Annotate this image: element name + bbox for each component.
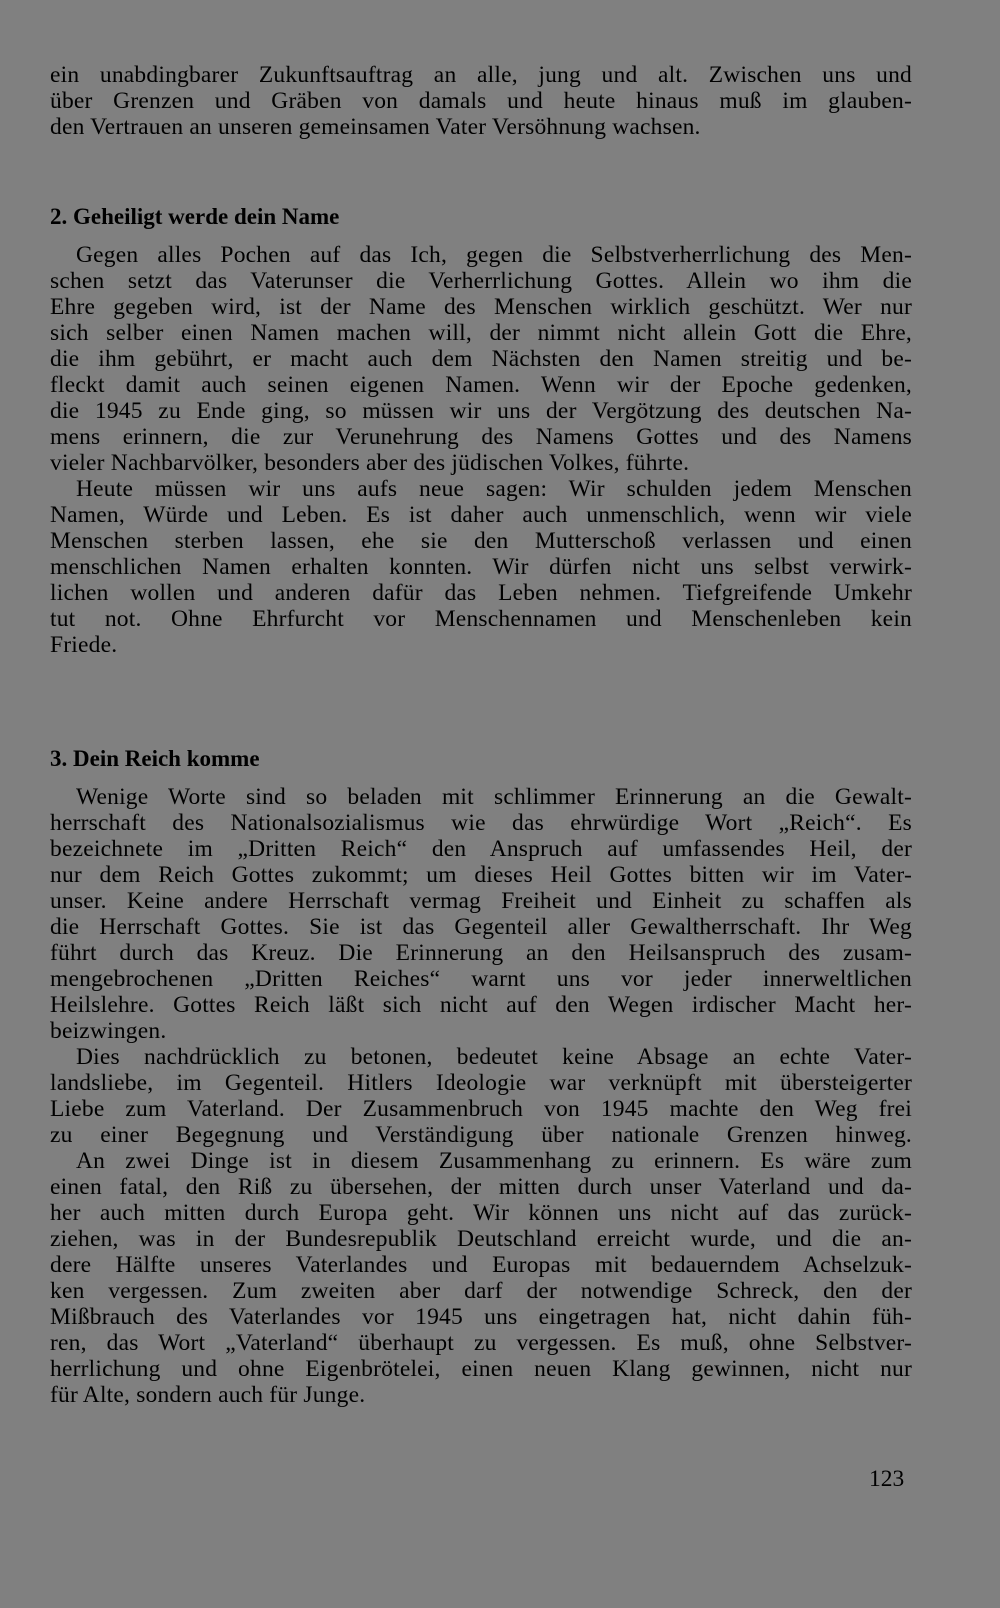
text-line: Wenige Worte sind so beladen mit schlimmer Erinnerung an die Gewalt- xyxy=(76,784,912,810)
text-line: mens erinnern, die zur Verunehrung des Namens Gottes und des Namens xyxy=(50,424,912,450)
text-line: beizwingen. xyxy=(50,1018,167,1044)
section-3-heading: 3. Dein Reich komme xyxy=(50,746,260,771)
section-2-paragraph-2 xyxy=(50,476,912,658)
text-line: Dies nachdrücklich zu betonen, bedeutet keine Absage an echte Vater- xyxy=(76,1044,912,1070)
intro-paragraph xyxy=(50,62,912,140)
text-line: ken vergessen. Zum zweiten aber darf der notwendige Schreck, den der xyxy=(50,1278,912,1304)
text-line: fleckt damit auch seinen eigenen Namen. Wenn wir der Epoche gedenken, xyxy=(50,372,912,398)
text-line: Liebe zum Vaterland. Der Zusammenbruch von 1945 machte den Weg frei xyxy=(50,1096,912,1122)
text-line: dere Hälfte unseres Vaterlandes und Europas mit bedauerndem Achselzuk- xyxy=(50,1252,912,1278)
text-line: ziehen, was in der Bundesrepublik Deutschland erreicht wurde, und die an- xyxy=(50,1226,912,1252)
text-line: nur dem Reich Gottes zukommt; um dieses Heil Gottes bitten wir im Vater- xyxy=(50,862,912,888)
page-body xyxy=(50,62,912,1408)
section-2-heading: 2. Geheiligt werde dein Name xyxy=(50,204,340,229)
text-line: landsliebe, im Gegenteil. Hitlers Ideologie war verknüpft mit übersteigerter xyxy=(50,1070,912,1096)
text-line: menschlichen Namen erhalten konnten. Wir dürfen nicht uns selbst verwirk- xyxy=(50,554,912,580)
text-line: Ehre gegeben wird, ist der Name des Menschen wirklich geschützt. Wer nur xyxy=(50,294,912,320)
text-line: Mißbrauch des Vaterlandes vor 1945 uns eingetragen hat, nicht dahin füh- xyxy=(50,1304,912,1330)
text-line: den Vertrauen an unseren gemeinsamen Vater Versöhnung wachsen. xyxy=(50,114,701,140)
section-3-paragraph-3 xyxy=(50,1148,912,1408)
text-line: ein unabdingbarer Zukunftsauftrag an alle, jung und alt. Zwischen uns und xyxy=(50,62,912,88)
text-line: her auch mitten durch Europa geht. Wir können uns nicht auf das zurück- xyxy=(50,1200,912,1226)
section-3-paragraph-1 xyxy=(50,784,912,1044)
text-line: zu einer Begegnung und Verständigung über nationale Grenzen hinweg. xyxy=(50,1122,912,1148)
section-2-paragraph-1 xyxy=(50,242,912,476)
text-line: schen setzt das Vaterunser die Verherrlichung Gottes. Allein wo ihm die xyxy=(50,268,912,294)
text-line: Heute müssen wir uns aufs neue sagen: Wir schulden jedem Menschen xyxy=(76,476,912,502)
text-line: die ihm gebührt, er macht auch dem Nächsten den Namen streitig und be- xyxy=(50,346,912,372)
text-line: ren, das Wort „Vaterland“ überhaupt zu vergessen. Es muß, ohne Selbstver- xyxy=(50,1330,912,1356)
text-line: unser. Keine andere Herrschaft vermag Freiheit und Einheit zu schaffen als xyxy=(50,888,912,914)
text-line: Friede. xyxy=(50,632,118,658)
text-line: mengebrochenen „Dritten Reiches“ warnt uns vor jeder innerweltlichen xyxy=(50,966,912,992)
text-line: Namen, Würde und Leben. Es ist daher auch unmenschlich, wenn wir viele xyxy=(50,502,912,528)
text-line: Gegen alles Pochen auf das Ich, gegen die Selbstverherrlichung des Men- xyxy=(76,242,912,268)
text-line: lichen wollen und anderen dafür das Leben nehmen. Tiefgreifende Umkehr xyxy=(50,580,912,606)
text-line: die 1945 zu Ende ging, so müssen wir uns der Vergötzung des deutschen Na- xyxy=(50,398,912,424)
text-line: herrschaft des Nationalsozialismus wie das ehrwürdige Wort „Reich“. Es xyxy=(50,810,912,836)
text-line: über Grenzen und Gräben von damals und heute hinaus muß im glauben- xyxy=(50,88,912,114)
text-line: Heilslehre. Gottes Reich läßt sich nicht auf den Wegen irdischer Macht her- xyxy=(50,992,912,1018)
text-line: vieler Nachbarvölker, besonders aber des jüdischen Volkes, führte. xyxy=(50,450,690,476)
page-number: 123 xyxy=(869,1466,905,1492)
text-line: tut not. Ohne Ehrfurcht vor Menschennamen und Menschenleben kein xyxy=(50,606,912,632)
section-3-paragraph-2 xyxy=(50,1044,912,1148)
text-line: An zwei Dinge ist in diesem Zusammenhang zu erinnern. Es wäre zum xyxy=(76,1148,912,1174)
text-line: für Alte, sondern auch für Junge. xyxy=(50,1382,366,1408)
text-line: herrlichung und ohne Eigenbrötelei, einen neuen Klang gewinnen, nicht nur xyxy=(50,1356,912,1382)
text-line: die Herrschaft Gottes. Sie ist das Gegenteil aller Gewaltherrschaft. Ihr Weg xyxy=(50,914,912,940)
text-line: Menschen sterben lassen, ehe sie den Mutterschoß verlassen und einen xyxy=(50,528,912,554)
text-line: sich selber einen Namen machen will, der nimmt nicht allein Gott die Ehre, xyxy=(50,320,912,346)
text-line: einen fatal, den Riß zu übersehen, der mitten durch unser Vaterland und da- xyxy=(50,1174,912,1200)
text-line: bezeichnete im „Dritten Reich“ den Anspruch auf umfassendes Heil, der xyxy=(50,836,912,862)
text-line: führt durch das Kreuz. Die Erinnerung an den Heilsanspruch des zusam- xyxy=(50,940,912,966)
